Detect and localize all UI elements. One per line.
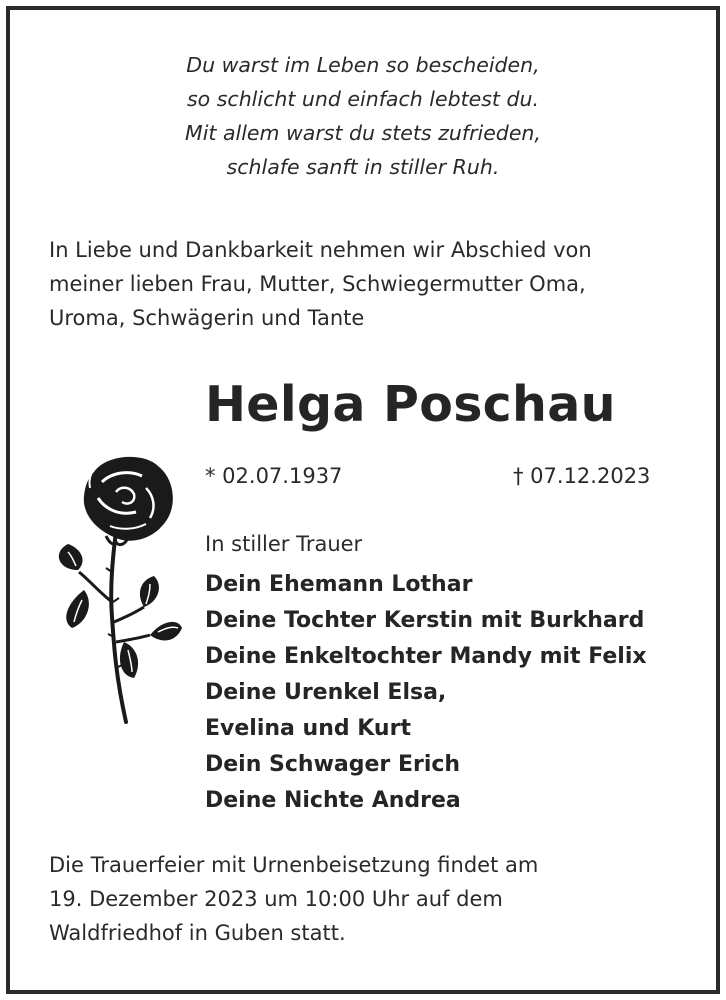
funeral-line: Waldfriedhof in Guben statt. (49, 921, 346, 945)
poem-line: schlafe sanft in stiller Ruh. (226, 155, 500, 179)
rose-icon (54, 452, 184, 727)
funeral-line: 19. Dezember 2023 um 10:00 Uhr auf dem (49, 887, 503, 911)
intro-text (49, 233, 689, 335)
birth-date: * 02.07.1937 (205, 464, 343, 488)
mourner-name: Deine Enkeltochter Mandy mit Felix (205, 644, 647, 669)
poem-line: Mit allem warst du stets zufrieden, (185, 121, 541, 145)
mourner-name: Deine Nichte Andrea (205, 788, 461, 813)
death-date: † 07.12.2023 (513, 464, 651, 488)
obituary-frame (6, 6, 720, 994)
mourner-name: Deine Tochter Kerstin mit Burkhard (205, 608, 645, 633)
mourning-label: In stiller Trauer (205, 532, 363, 556)
intro-line: meiner lieben Frau, Mutter, Schwiegermutter Oma, (49, 272, 586, 296)
mourner-name: Evelina und Kurt (205, 716, 411, 741)
mourner-name: Deine Urenkel Elsa, (205, 680, 447, 705)
poem-line: Du warst im Leben so bescheiden, (186, 53, 540, 77)
poem (10, 48, 716, 184)
mourner-name: Dein Schwager Erich (205, 752, 461, 777)
mourners-list (205, 567, 647, 819)
deceased-name: Helga Poschau (205, 376, 616, 433)
funeral-line: Die Trauerfeier mit Urnenbeisetzung findet am (49, 853, 539, 877)
intro-line: In Liebe und Dankbarkeit nehmen wir Abschied von (49, 238, 592, 262)
mourner-name: Dein Ehemann Lothar (205, 572, 473, 597)
intro-line: Uroma, Schwägerin und Tante (49, 306, 365, 330)
poem-line: so schlicht und einfach lebtest du. (187, 87, 539, 111)
funeral-info (49, 848, 689, 950)
